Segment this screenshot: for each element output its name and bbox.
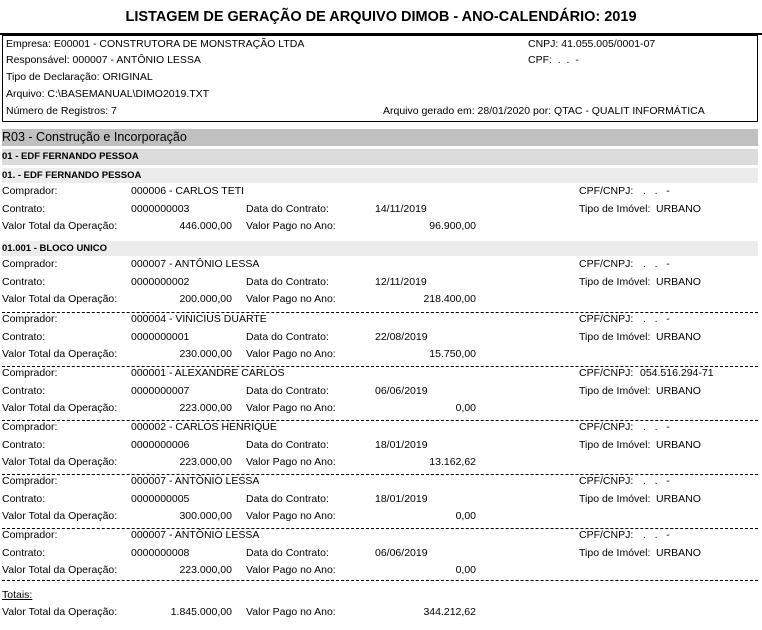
gerado-text: Arquivo gerado em: 28/01/2020 por: QTAC - QUALIT INFORMÁTICA xyxy=(383,105,705,117)
comprador-value: 000006 - CARLOS TETI xyxy=(131,185,245,197)
valor-total-label: Valor Total da Operação: xyxy=(2,510,118,522)
tipo-imovel-value: URBANO xyxy=(656,203,701,215)
valor-total-value: 223.000,00 xyxy=(179,564,232,576)
contrato-label: Contrato: xyxy=(2,547,46,559)
subgroup-header: 01.001 - BLOCO UNICO xyxy=(2,241,758,256)
valor-total-label: Valor Total da Operação: xyxy=(2,293,118,305)
tipo-imovel-value: URBANO xyxy=(656,331,701,343)
valor-pago-value: 218.400,00 xyxy=(423,293,476,305)
valor-pago-label: Valor Pago no Ano: xyxy=(246,293,336,305)
tipo-imovel-label: Tipo de Imóvel: xyxy=(579,331,651,343)
valor-total-label: Valor Total da Operação: xyxy=(2,348,118,360)
totals-valor-total: 1.845.000,00 xyxy=(170,606,232,618)
valor-total-value: 230.000,00 xyxy=(179,348,232,360)
tipo-imovel-label: Tipo de Imóvel: xyxy=(579,385,651,397)
num-registros-text: Número de Registros: 7 xyxy=(6,105,117,117)
valor-pago-label: Valor Pago no Ano: xyxy=(246,510,336,522)
cpf-cnpj-value: 054.516.294-71 xyxy=(640,367,714,379)
record-block xyxy=(2,258,758,312)
contrato-label: Contrato: xyxy=(2,276,46,288)
totals-valor-total-label: Valor Total da Operação: xyxy=(2,606,118,618)
cpf-cnpj-value: . . - xyxy=(640,421,670,433)
comprador-value: 000007 - ANTÔNIO LESSA xyxy=(131,258,260,270)
contrato-value: 0000000006 xyxy=(131,439,190,451)
tipo-imovel-value: URBANO xyxy=(656,493,701,505)
totals-label: Totais: xyxy=(2,589,33,601)
data-contrato-value: 22/08/2019 xyxy=(375,331,428,343)
contrato-label: Contrato: xyxy=(2,331,46,343)
group-header: 01 - EDF FERNANDO PESSOA xyxy=(2,149,758,165)
cpf-text: CPF: . . - xyxy=(528,54,579,66)
cpf-cnpj-label: CPF/CNPJ: xyxy=(579,313,634,325)
report-header-box xyxy=(2,35,758,122)
record-block xyxy=(2,367,758,421)
valor-pago-value: 0,00 xyxy=(455,510,476,522)
comprador-value: 000001 - ALEXANDRE CARLOS xyxy=(131,367,285,379)
valor-total-label: Valor Total da Operação: xyxy=(2,564,118,576)
contrato-label: Contrato: xyxy=(2,203,46,215)
valor-pago-label: Valor Pago no Ano: xyxy=(246,348,336,360)
valor-total-value: 300.000,00 xyxy=(179,510,232,522)
valor-total-value: 223.000,00 xyxy=(179,402,232,414)
data-contrato-label: Data do Contrato: xyxy=(246,385,329,397)
report-title: LISTAGEM DE GERAÇÃO DE ARQUIVO DIMOB - ANO-CALENDÁRIO: 2019 xyxy=(125,9,637,25)
tipo-imovel-label: Tipo de Imóvel: xyxy=(579,439,651,451)
cpf-cnpj-label: CPF/CNPJ: xyxy=(579,367,634,379)
arquivo-text: Arquivo: C:\BASEMANUAL\DIMO2019.TXT xyxy=(6,88,210,100)
comprador-label: Comprador: xyxy=(2,258,58,270)
contrato-value: 0000000008 xyxy=(131,547,190,559)
contrato-label: Contrato: xyxy=(2,439,46,451)
cpf-cnpj-value: . . - xyxy=(640,475,670,487)
comprador-value: 000007 - ANTÔNIO LESSA xyxy=(131,475,260,487)
record-block xyxy=(2,529,758,583)
cpf-cnpj-label: CPF/CNPJ: xyxy=(579,185,634,197)
valor-pago-label: Valor Pago no Ano: xyxy=(246,564,336,576)
cpf-cnpj-label: CPF/CNPJ: xyxy=(579,258,634,270)
valor-pago-value: 13.162,62 xyxy=(429,456,476,468)
section-header: R03 - Construção e Incorporação xyxy=(2,129,758,146)
data-contrato-value: 06/06/2019 xyxy=(375,385,428,397)
comprador-value: 000004 - VINICIUS DUARTE xyxy=(131,313,267,325)
comprador-value: 000007 - ANTÔNIO LESSA xyxy=(131,529,260,541)
tipo-imovel-label: Tipo de Imóvel: xyxy=(579,547,651,559)
comprador-label: Comprador: xyxy=(2,185,58,197)
data-contrato-label: Data do Contrato: xyxy=(246,493,329,505)
tipo-imovel-label: Tipo de Imóvel: xyxy=(579,203,651,215)
totals-valor-pago: 344.212,62 xyxy=(423,606,476,618)
valor-pago-label: Valor Pago no Ano: xyxy=(246,402,336,414)
responsavel-text: Responsável: 000007 - ANTÔNIO LESSA xyxy=(6,54,201,66)
data-contrato-value: 12/11/2019 xyxy=(375,276,427,288)
record-block xyxy=(2,421,758,475)
contrato-value: 0000000002 xyxy=(131,276,190,288)
comprador-label: Comprador: xyxy=(2,367,58,379)
cpf-cnpj-value: . . - xyxy=(640,529,670,541)
data-contrato-value: 06/06/2019 xyxy=(375,547,428,559)
data-contrato-value: 14/11/2019 xyxy=(375,203,427,215)
valor-total-value: 200.000,00 xyxy=(179,293,232,305)
valor-pago-value: 0,00 xyxy=(455,402,476,414)
valor-total-value: 223.000,00 xyxy=(179,456,232,468)
tipo-imovel-value: URBANO xyxy=(656,547,701,559)
valor-pago-value: 15.750,00 xyxy=(429,348,476,360)
cnpj-text: CNPJ: 41.055.005/0001-07 xyxy=(528,38,656,50)
valor-total-label: Valor Total da Operação: xyxy=(2,456,118,468)
data-contrato-label: Data do Contrato: xyxy=(246,276,329,288)
valor-total-label: Valor Total da Operação: xyxy=(2,220,118,232)
cpf-cnpj-label: CPF/CNPJ: xyxy=(579,475,634,487)
tipo-imovel-value: URBANO xyxy=(656,276,701,288)
contrato-value: 0000000005 xyxy=(131,493,190,505)
tipo-imovel-label: Tipo de Imóvel: xyxy=(579,276,651,288)
record-block xyxy=(2,185,758,239)
valor-total-label: Valor Total da Operação: xyxy=(2,402,118,414)
data-contrato-value: 18/01/2019 xyxy=(375,439,428,451)
valor-pago-label: Valor Pago no Ano: xyxy=(246,220,336,232)
record-block xyxy=(2,475,758,529)
empresa-text: Empresa: E00001 - CONSTRUTORA DE MONSTRAÇÃO LTDA xyxy=(6,38,305,50)
valor-pago-value: 0,00 xyxy=(455,564,476,576)
cpf-cnpj-label: CPF/CNPJ: xyxy=(579,421,634,433)
contrato-value: 0000000007 xyxy=(131,385,190,397)
cpf-cnpj-value: . . - xyxy=(640,258,670,270)
data-contrato-label: Data do Contrato: xyxy=(246,331,329,343)
contrato-label: Contrato: xyxy=(2,493,46,505)
tipo-declaracao-text: Tipo de Declaração: ORIGINAL xyxy=(6,71,153,83)
cpf-cnpj-value: . . - xyxy=(640,185,670,197)
data-contrato-value: 18/01/2019 xyxy=(375,493,428,505)
data-contrato-label: Data do Contrato: xyxy=(246,547,329,559)
contrato-label: Contrato: xyxy=(2,385,46,397)
valor-total-value: 446.000,00 xyxy=(179,220,232,232)
comprador-label: Comprador: xyxy=(2,421,58,433)
data-contrato-label: Data do Contrato: xyxy=(246,439,329,451)
cpf-cnpj-value: . . - xyxy=(640,313,670,325)
subgroup-header: 01. - EDF FERNANDO PESSOA xyxy=(2,168,758,183)
cpf-cnpj-label: CPF/CNPJ: xyxy=(579,529,634,541)
comprador-label: Comprador: xyxy=(2,529,58,541)
contrato-value: 0000000001 xyxy=(131,331,190,343)
totals-valor-pago-label: Valor Pago no Ano: xyxy=(246,606,336,618)
data-contrato-label: Data do Contrato: xyxy=(246,203,329,215)
comprador-label: Comprador: xyxy=(2,475,58,487)
contrato-value: 0000000003 xyxy=(131,203,190,215)
tipo-imovel-label: Tipo de Imóvel: xyxy=(579,493,651,505)
tipo-imovel-value: URBANO xyxy=(656,385,701,397)
valor-pago-value: 96.900,00 xyxy=(429,220,476,232)
record-block xyxy=(2,313,758,367)
comprador-label: Comprador: xyxy=(2,313,58,325)
comprador-value: 000002 - CARLOS HENRIQUE xyxy=(131,421,277,433)
tipo-imovel-value: URBANO xyxy=(656,439,701,451)
valor-pago-label: Valor Pago no Ano: xyxy=(246,456,336,468)
